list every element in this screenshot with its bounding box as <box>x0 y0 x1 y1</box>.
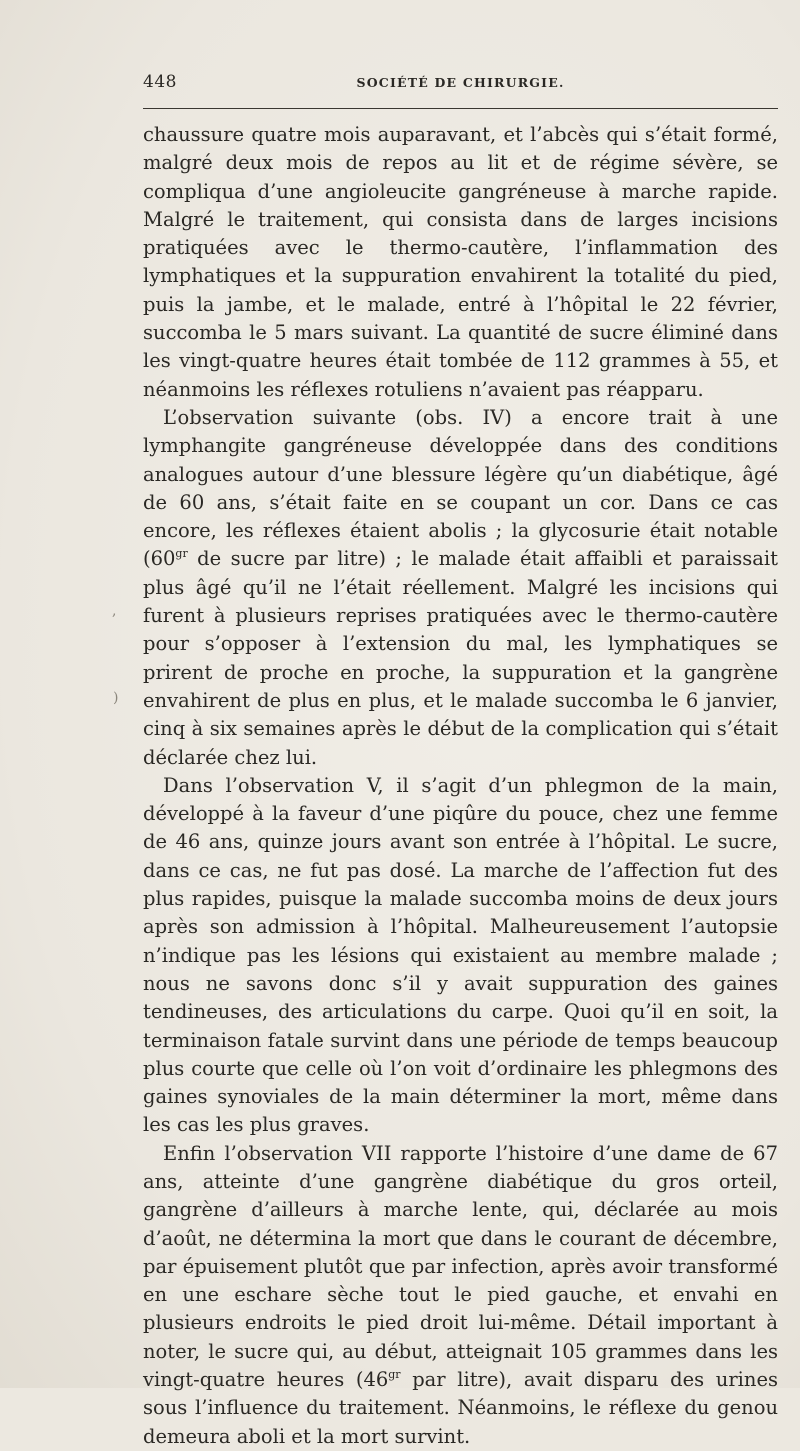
paragraph-text: Dans l’observation V, il s’agit d’un phlegmon de la main, développé à la faveur d’une piqûre du pouce, chez une femme de 46 ans, quinze jours avant son entrée à l’hôpital. Le sucre, dans ce cas, ne fut pas dosé. La marche de l’affection fut des plus rapides, puisque la malade succomba moins de deux jours après son admission à l’hôpital. Malheureusement l’autopsie n’indique pas les lésions qui existaient au membre malade ; nous ne savons donc s’il y avait suppuration des gaines tendineuses, des articulations du carpe. Quoi qu’il en soit, la terminaison fatale survint dans une période de temps beaucoup plus courte que celle où l’on voit d’ordinaire les phlegmons des gaines synoviales de la main déterminer la mort, même dans les cas les plus graves. <box>143 773 778 1137</box>
page-number: 448 <box>143 72 177 92</box>
unit-superscript: gr <box>388 1368 401 1382</box>
body-text <box>143 121 778 1451</box>
paragraph-2 <box>143 404 778 772</box>
header-rule <box>143 108 778 109</box>
paragraph-text: Enfin l’observation VII rapporte l’histoire d’une dame de 67 ans, atteinte d’une gangrène diabétique du gros orteil, gangrène d’ailleurs à marche lente, qui, déclarée au mois d’août, ne détermina la mort que dans le courant de décembre, par épuisement plutôt que par infection, après avoir transformé en une eschare sèche tout le pied gauche, et envahi en plusieurs endroits le pied droit lui-même. Détail important à noter, le sucre qui, au début, atteignait 105 grammes dans les vingt-quatre heures (46 <box>143 1141 778 1392</box>
page-header <box>143 72 778 102</box>
paragraph-text: par litre), avait disparu des urines sous l’influence du traitement. Néanmoins, le réflexe du genou demeura aboli et la mort survint. <box>143 1368 778 1448</box>
paragraph-text: L’observation suivante (obs. IV) a encore trait à une lymphangite gangréneuse développée dans des conditions analogues autour d’une blessure légère qu’un diabétique, âgé de 60 ans, s’était faite en se coupant un cor. Dans ce cas encore, les réflexes étaient abolis ; la glycosurie était notable (60 <box>143 405 778 571</box>
unit-superscript: gr <box>175 547 188 561</box>
paragraph-4 <box>143 1140 778 1451</box>
running-head: SOCIÉTÉ DE CHIRURGIE. <box>356 75 565 90</box>
margin-mark: , <box>112 603 117 619</box>
paragraph-3 <box>143 772 778 1140</box>
paragraph-text: chaussure quatre mois auparavant, et l’abcès qui s’était formé, malgré deux mois de repos au lit et de régime sévère, se compliqua d’une angioleucite gangréneuse à marche rapide. Malgré le traitement, qui consista dans de larges incisions pratiquées avec le thermo-cautère, l’inflammation des lymphatiques et la suppuration envahirent la totalité du pied, puis la jambe, et le malade, entré à l’hôpital le 22 février, succomba le 5 mars suivant. La quantité de sucre éliminé dans les vingt-quatre heures était tombée de 112 grammes à 55, et néanmoins les réflexes rotuliens n’avaient pas réapparu. <box>143 123 778 401</box>
paragraph-text: de sucre par litre) ; le malade était affaibli et paraissait plus âgé qu’il ne l’était réellement. Malgré les incisions qui furent à plusieurs reprises pratiquées avec le thermo-cautère pour s’opposer à l’extension du mal, les lymphatiques se prirent de proche en proche, la suppuration et la gangrène envahirent de plus en plus, et le malade succomba le 6 janvier, cinq à six semaines après le début de la complication qui s’était déclarée chez lui. <box>143 547 778 769</box>
margin-mark: ) <box>113 690 119 706</box>
paragraph-1 <box>143 121 778 404</box>
